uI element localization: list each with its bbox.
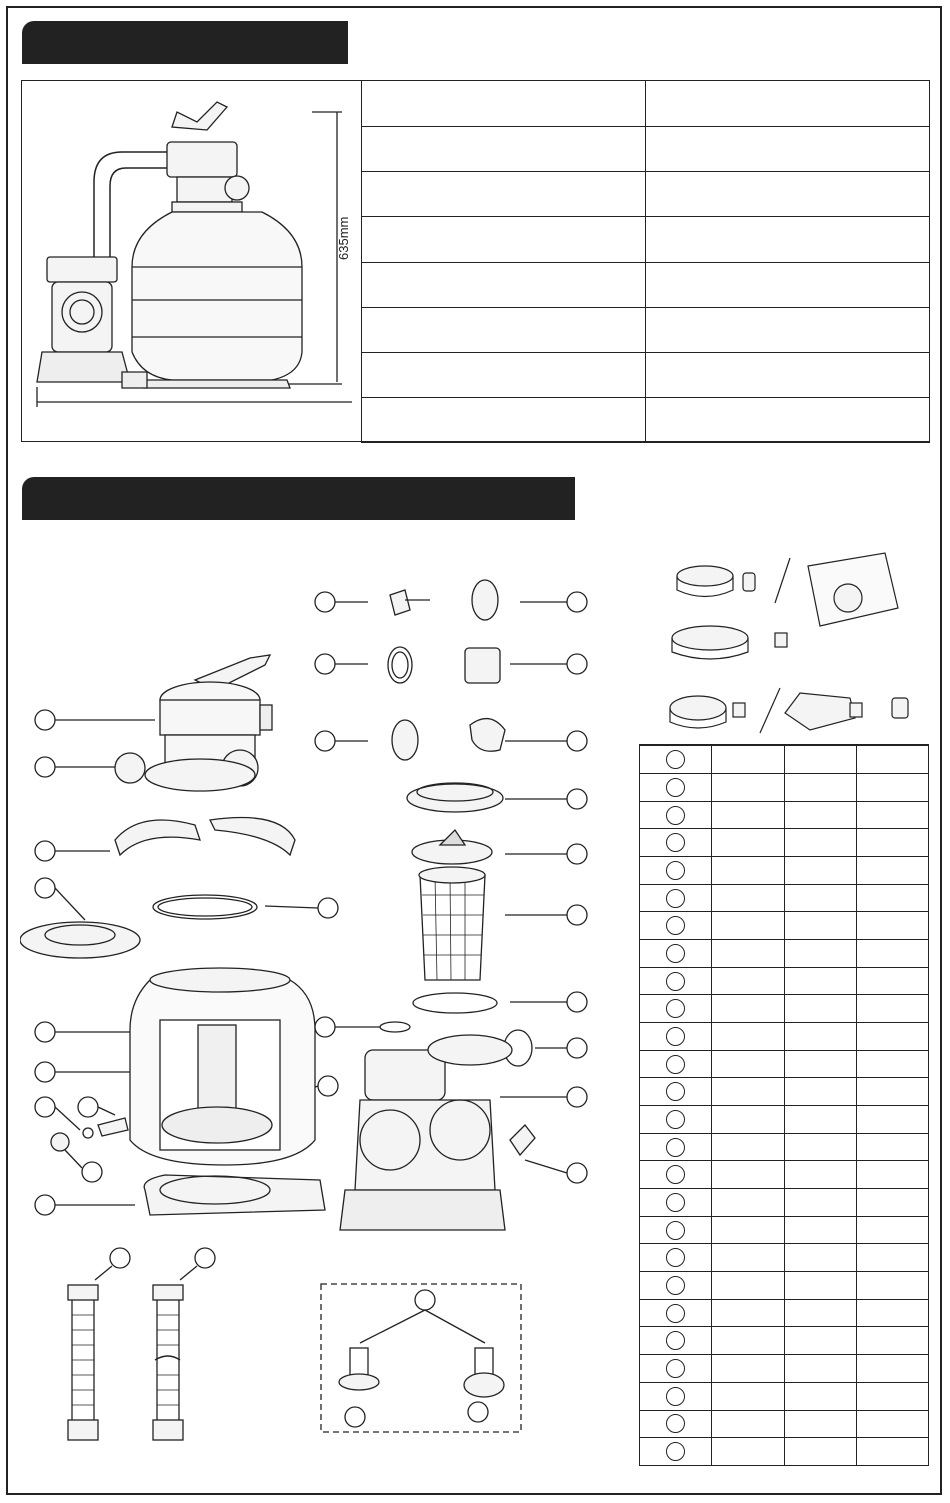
part-data-cell — [712, 857, 784, 885]
part-number-circle — [666, 861, 685, 880]
part-number-circle — [666, 750, 685, 769]
part-data-cell — [712, 884, 784, 912]
part-data-cell — [712, 912, 784, 940]
part-data-cell — [856, 1050, 928, 1078]
part-data-cell — [856, 912, 928, 940]
part-number-circle — [666, 1331, 685, 1350]
part-data-cell — [784, 1272, 856, 1300]
part-data-cell — [712, 1438, 784, 1466]
part-number-circle — [666, 1055, 685, 1074]
part-data-cell — [784, 1244, 856, 1272]
part-number-circle — [666, 1276, 685, 1295]
parts-row — [640, 829, 929, 857]
parts-row — [640, 1244, 929, 1272]
part-data-cell — [784, 857, 856, 885]
parts-row — [640, 1272, 929, 1300]
spec-label-cell — [362, 81, 646, 127]
spec-label-cell — [362, 127, 646, 172]
part-data-cell — [856, 857, 928, 885]
part-data-cell — [784, 1050, 856, 1078]
part-number-cell — [640, 774, 712, 802]
part-data-cell — [712, 1133, 784, 1161]
part-data-cell — [784, 1216, 856, 1244]
spec-row — [362, 353, 930, 398]
spec-value-cell — [646, 263, 930, 308]
part-data-cell — [856, 967, 928, 995]
parts-row — [640, 1133, 929, 1161]
spec-value-cell — [646, 353, 930, 398]
part-data-cell — [784, 1189, 856, 1217]
part-number-circle — [666, 1138, 685, 1157]
spec-row — [362, 398, 930, 443]
part-data-cell — [712, 1299, 784, 1327]
parts-row — [640, 967, 929, 995]
part-data-cell — [856, 940, 928, 968]
spec-label-cell — [362, 172, 646, 217]
parts-row — [640, 1023, 929, 1051]
part-data-cell — [856, 746, 928, 774]
parts-row — [640, 746, 929, 774]
parts-row — [640, 1438, 929, 1466]
part-data-cell — [712, 995, 784, 1023]
part-number-cell — [640, 912, 712, 940]
spec-row — [362, 308, 930, 353]
part-data-cell — [856, 1272, 928, 1300]
part-number-circle — [666, 778, 685, 797]
part-data-cell — [856, 1355, 928, 1383]
part-number-circle — [666, 1304, 685, 1323]
parts-row — [640, 1410, 929, 1438]
part-data-cell — [856, 1023, 928, 1051]
part-data-cell — [712, 967, 784, 995]
part-number-circle — [666, 1082, 685, 1101]
part-number-cell — [640, 1355, 712, 1383]
part-number-circle — [666, 1248, 685, 1267]
part-data-cell — [784, 1438, 856, 1466]
part-data-cell — [784, 884, 856, 912]
compatible-pools-icon — [660, 548, 930, 738]
part-data-cell — [784, 746, 856, 774]
part-data-cell — [712, 746, 784, 774]
part-number-circle — [666, 1110, 685, 1129]
part-data-cell — [784, 1161, 856, 1189]
part-data-cell — [712, 1161, 784, 1189]
part-data-cell — [856, 1216, 928, 1244]
spec-row — [362, 127, 930, 172]
hose-left-drawing — [68, 1285, 98, 1440]
part-number-circle — [666, 999, 685, 1018]
part-data-cell — [712, 1078, 784, 1106]
part-number-cell — [640, 940, 712, 968]
parts-row — [640, 995, 929, 1023]
part-data-cell — [856, 1382, 928, 1410]
part-number-circle — [666, 944, 685, 963]
part-data-cell — [856, 1189, 928, 1217]
part-number-circle — [666, 1193, 685, 1212]
part-data-cell — [712, 774, 784, 802]
part-number-cell — [640, 829, 712, 857]
part-data-cell — [712, 1410, 784, 1438]
part-data-cell — [712, 801, 784, 829]
part-number-circle — [666, 833, 685, 852]
part-number-circle — [666, 1442, 685, 1461]
exploded-parts-diagram — [20, 540, 620, 1480]
spec-row — [362, 263, 930, 308]
part-number-cell — [640, 1244, 712, 1272]
spec-value-cell — [646, 127, 930, 172]
spec-label-cell — [362, 398, 646, 443]
parts-row — [640, 1299, 929, 1327]
part-data-cell — [856, 1244, 928, 1272]
parts-row — [640, 912, 929, 940]
part-data-cell — [784, 829, 856, 857]
parts-list-table-body — [640, 745, 929, 1466]
spec-label-cell — [362, 353, 646, 398]
part-number-circle — [666, 1359, 685, 1378]
part-data-cell — [712, 1327, 784, 1355]
parts-row — [640, 1327, 929, 1355]
part-data-cell — [784, 912, 856, 940]
part-data-cell — [856, 829, 928, 857]
part-number-cell — [640, 1106, 712, 1134]
part-data-cell — [784, 801, 856, 829]
part-number-cell — [640, 1410, 712, 1438]
parts-row — [640, 1216, 929, 1244]
part-number-cell — [640, 1327, 712, 1355]
part-data-cell — [712, 1272, 784, 1300]
part-number-cell — [640, 1133, 712, 1161]
part-data-cell — [712, 1050, 784, 1078]
part-number-cell — [640, 1299, 712, 1327]
part-number-cell — [640, 967, 712, 995]
part-data-cell — [856, 1106, 928, 1134]
part-data-cell — [784, 1410, 856, 1438]
parts-row — [640, 774, 929, 802]
parts-row — [640, 1106, 929, 1134]
parts-row — [640, 1355, 929, 1383]
part-data-cell — [856, 1299, 928, 1327]
spec-row — [362, 81, 930, 127]
parts-row — [640, 801, 929, 829]
part-number-circle — [666, 1387, 685, 1406]
part-number-cell — [640, 1216, 712, 1244]
part-data-cell — [856, 1410, 928, 1438]
parts-row — [640, 884, 929, 912]
height-dimension-label: 635mm — [336, 216, 351, 260]
part-data-cell — [784, 995, 856, 1023]
part-number-circle — [666, 972, 685, 991]
specification-table — [361, 80, 930, 443]
part-data-cell — [712, 1023, 784, 1051]
parts-row — [640, 857, 929, 885]
part-data-cell — [784, 967, 856, 995]
part-number-cell — [640, 1272, 712, 1300]
part-number-cell — [640, 1189, 712, 1217]
part-data-cell — [856, 774, 928, 802]
spec-value-cell — [646, 398, 930, 443]
spec-label-cell — [362, 263, 646, 308]
parts-row — [640, 1161, 929, 1189]
part-number-circle — [666, 1221, 685, 1240]
part-data-cell — [712, 1382, 784, 1410]
part-number-cell — [640, 1023, 712, 1051]
part-data-cell — [712, 1189, 784, 1217]
sand-filter-pump-diagram — [22, 82, 360, 440]
part-number-cell — [640, 1078, 712, 1106]
part-data-cell — [712, 829, 784, 857]
spec-value-cell — [646, 172, 930, 217]
part-data-cell — [784, 1299, 856, 1327]
spec-label-cell — [362, 217, 646, 263]
part-number-circle — [666, 806, 685, 825]
part-number-circle — [666, 889, 685, 908]
parts-row — [640, 1078, 929, 1106]
section-banner-parts — [22, 477, 575, 520]
part-data-cell — [856, 995, 928, 1023]
part-number-cell — [640, 1438, 712, 1466]
part-number-cell — [640, 995, 712, 1023]
spec-value-cell — [646, 217, 930, 263]
part-data-cell — [784, 1382, 856, 1410]
part-data-cell — [712, 1106, 784, 1134]
part-data-cell — [856, 1133, 928, 1161]
part-data-cell — [784, 1078, 856, 1106]
part-data-cell — [784, 1023, 856, 1051]
part-number-cell — [640, 1050, 712, 1078]
part-data-cell — [712, 1355, 784, 1383]
part-data-cell — [712, 940, 784, 968]
part-data-cell — [856, 1161, 928, 1189]
part-number-cell — [640, 746, 712, 774]
parts-row — [640, 940, 929, 968]
part-number-circle — [666, 1165, 685, 1184]
part-data-cell — [856, 1327, 928, 1355]
spec-value-cell — [646, 81, 930, 127]
hose-right-drawing — [153, 1285, 183, 1440]
part-data-cell — [856, 1078, 928, 1106]
part-data-cell — [712, 1216, 784, 1244]
part-data-cell — [784, 1327, 856, 1355]
spec-value-cell — [646, 308, 930, 353]
part-data-cell — [856, 884, 928, 912]
parts-row — [640, 1050, 929, 1078]
part-number-cell — [640, 884, 712, 912]
part-data-cell — [856, 1438, 928, 1466]
part-number-cell — [640, 1382, 712, 1410]
spec-row — [362, 217, 930, 263]
part-number-circle — [666, 1414, 685, 1433]
part-number-cell — [640, 801, 712, 829]
part-number-circle — [666, 1027, 685, 1046]
part-data-cell — [712, 1244, 784, 1272]
part-data-cell — [856, 801, 928, 829]
spec-row — [362, 172, 930, 217]
part-number-cell — [640, 1161, 712, 1189]
spec-label-cell — [362, 308, 646, 353]
part-data-cell — [784, 940, 856, 968]
part-number-cell — [640, 857, 712, 885]
specification-table-body — [362, 81, 930, 443]
part-data-cell — [784, 1133, 856, 1161]
parts-row — [640, 1189, 929, 1217]
part-data-cell — [784, 1106, 856, 1134]
part-data-cell — [784, 774, 856, 802]
part-number-circle — [666, 916, 685, 935]
parts-list-table — [639, 744, 929, 1466]
section-banner-specifications — [22, 21, 348, 64]
part-data-cell — [784, 1355, 856, 1383]
parts-row — [640, 1382, 929, 1410]
